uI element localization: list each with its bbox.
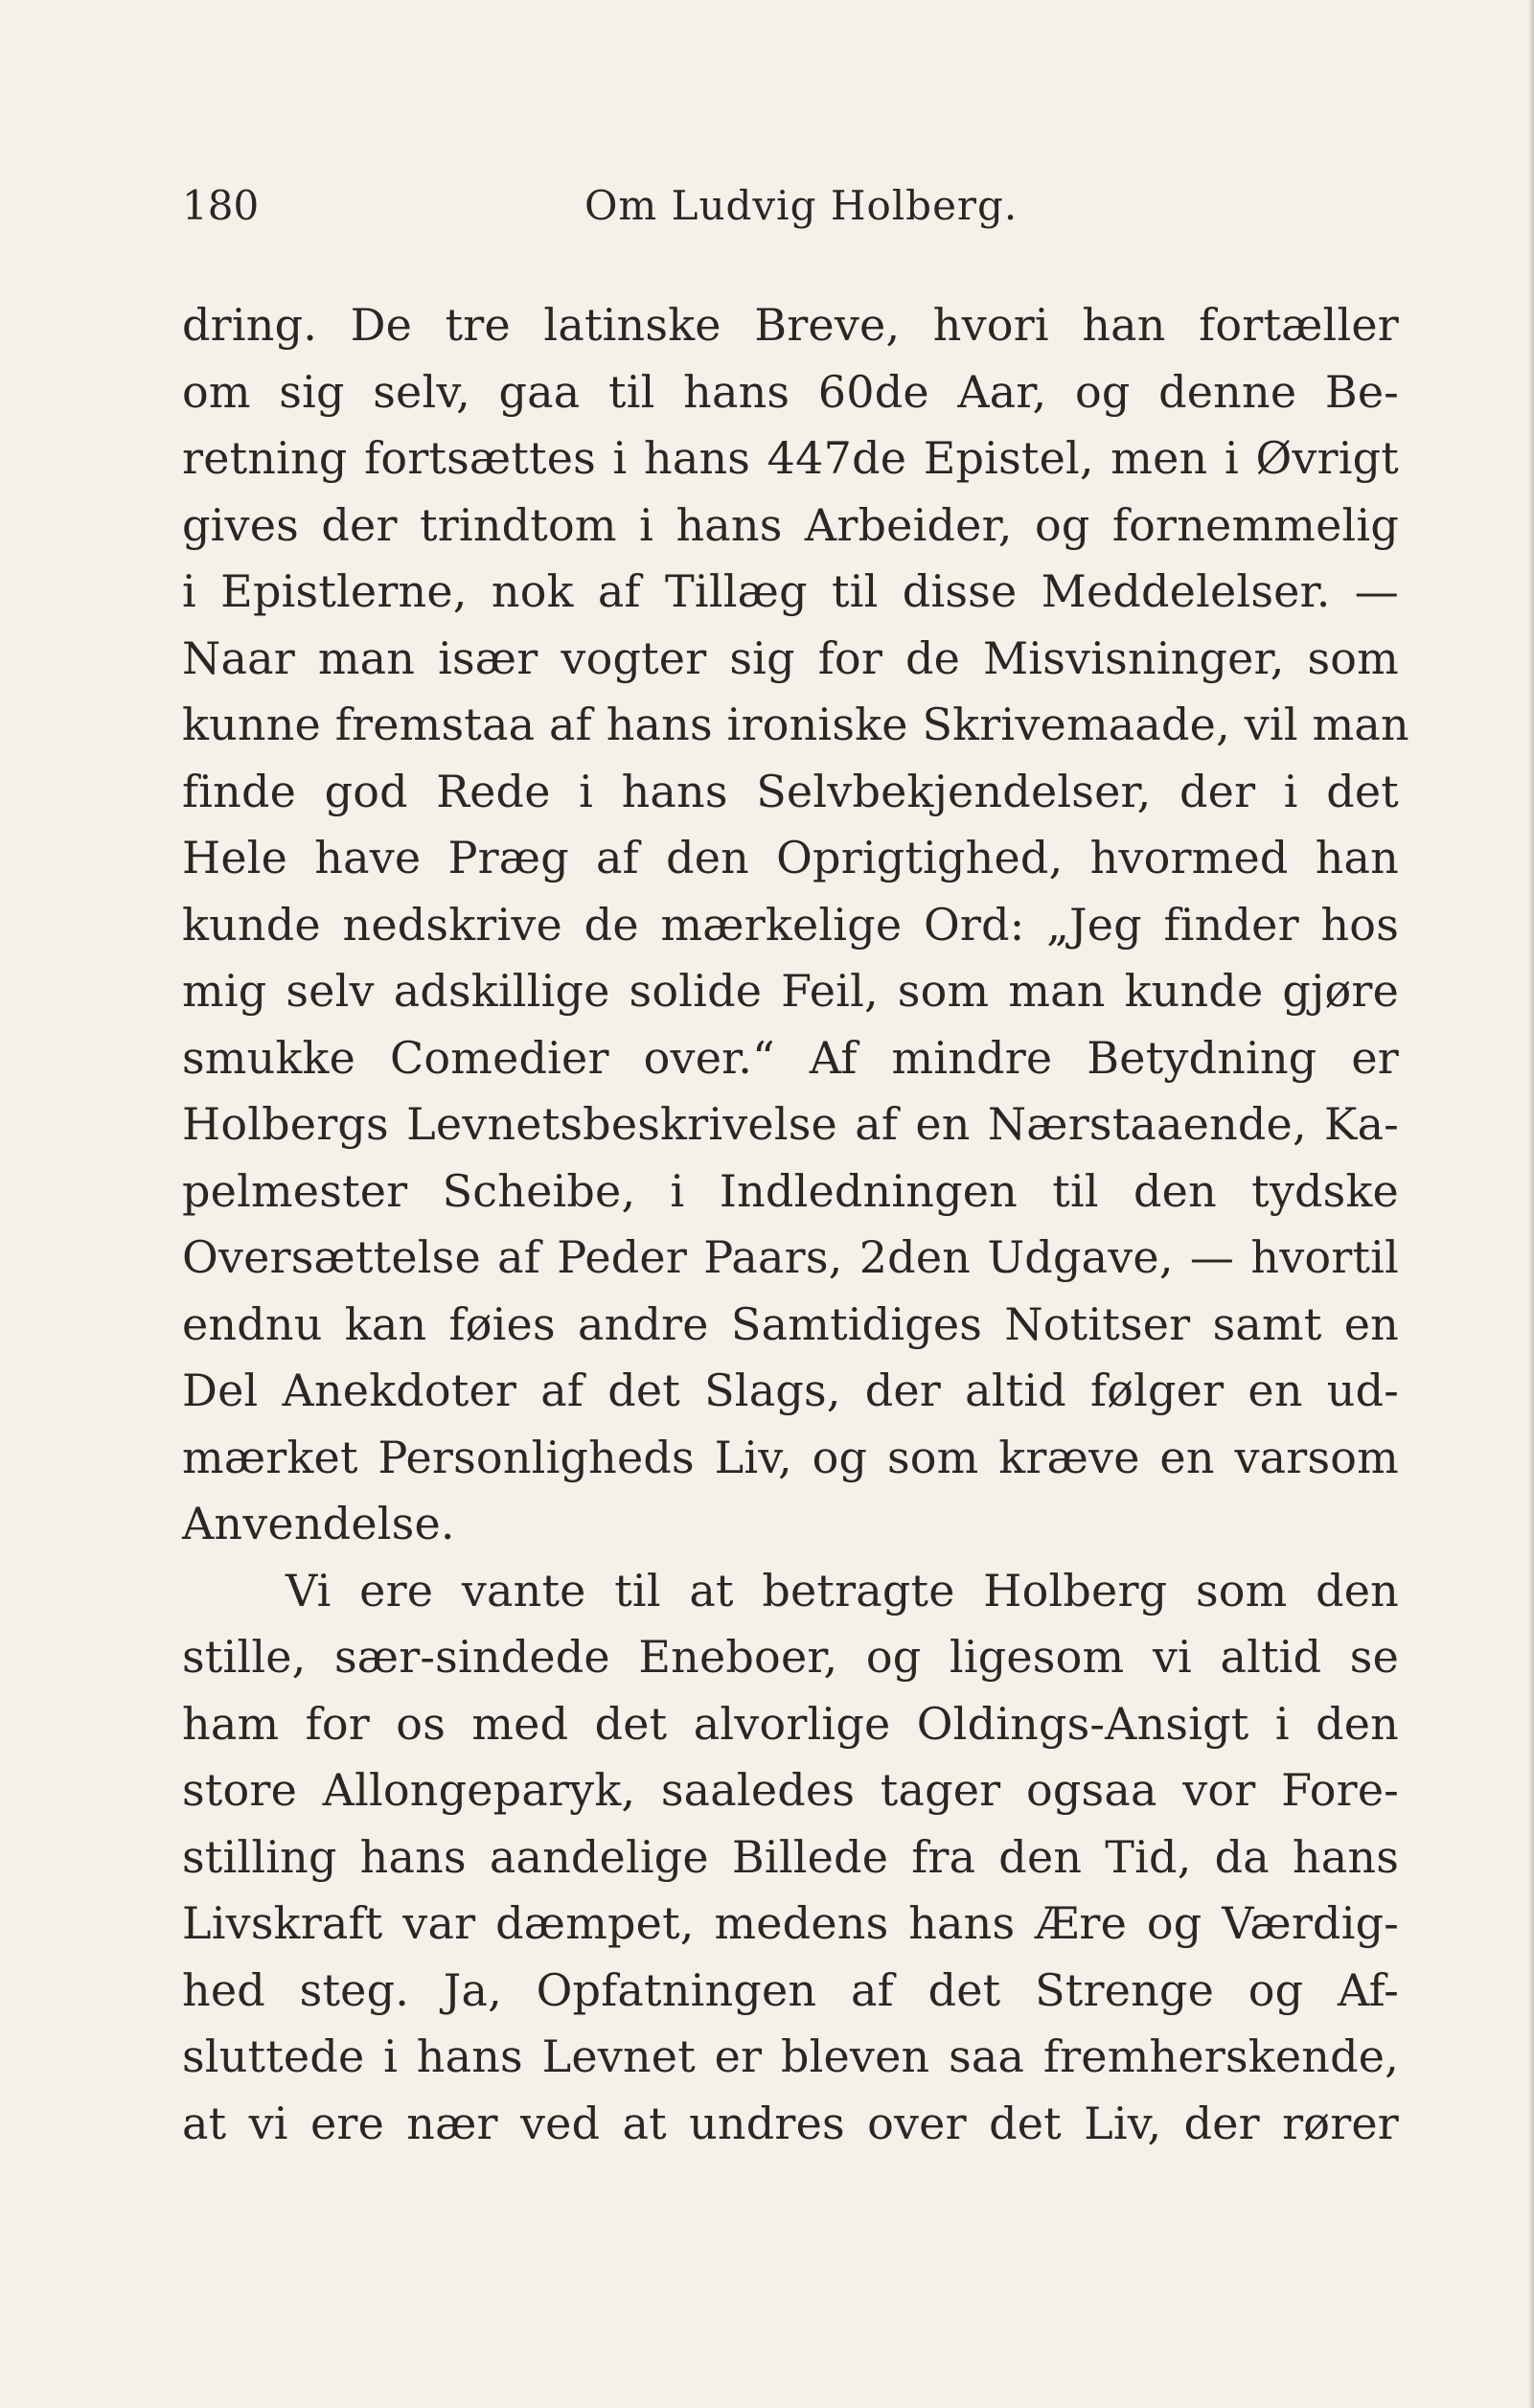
text-line: mig selv adskillige solide Feil, som man kunde gjøre <box>182 965 1399 1017</box>
paragraph-start-line: Vi ere vante til at betragte Holberg som den <box>286 1564 1399 1617</box>
text-line: at vi ere nær ved at undres over det Liv, der rører <box>182 2097 1399 2149</box>
text-line: gives der trindtom i hans Arbeider, og fornemmelig <box>182 498 1399 551</box>
page-number: 180 <box>182 182 260 229</box>
body-text <box>182 292 1409 2157</box>
text-line: endnu kan føies andre Samtidiges Notitser samt en <box>182 1297 1399 1350</box>
text-line: stilling hans aandelige Billede fra den Tid, da hans <box>182 1830 1399 1883</box>
text-line: kunde nedskrive de mærkelige Ord: „Jeg finder hos <box>182 898 1399 951</box>
text-line: Del Anekdoter af det Slags, der altid følger en ud- <box>182 1365 1399 1416</box>
text-line: hed steg. Ja, Opfatningen af det Strenge og Af- <box>182 1963 1399 2016</box>
text-line: ham for os med det alvorlige Oldings-Ansigt i den <box>182 1697 1399 1750</box>
running-title: Om Ludvig Holberg. <box>584 182 1019 229</box>
text-line: Hele have Præg af den Oprigtighed, hvormed han <box>182 832 1399 883</box>
text-line: finde god Rede i hans Selvbekjendelser, der i det <box>182 765 1399 817</box>
text-line: kunne fremstaa af hans ironiske Skrivemaade, vil man <box>182 699 1409 750</box>
text-line: sluttede i hans Levnet er bleven saa fremherskende, <box>182 2030 1399 2082</box>
running-head <box>182 177 1394 235</box>
text-line: store Allongeparyk, saaledes tager ogsaa vor Fore- <box>182 1764 1399 1816</box>
text-line: Oversættelse af Peder Paars, 2den Udgave, — hvortil <box>182 1231 1399 1283</box>
text-line: retning fortsættes i hans 447de Epistel, men i Øvrigt <box>182 432 1399 484</box>
text-line: dring. De tre latinske Breve, hvori han fortæller <box>182 299 1399 351</box>
paragraph-end-line: Anvendelse. <box>182 1498 455 1549</box>
text-line: pelmester Scheibe, i Indledningen til den tydske <box>182 1164 1399 1217</box>
text-line: i Epistlerne, nok af Tillæg til disse Meddelelser. — <box>182 565 1399 617</box>
text-line: stille, sær-sindede Eneboer, og ligesom vi altid se <box>182 1631 1399 1683</box>
page-edge-shadow <box>1528 0 1534 2408</box>
text-line: Holbergs Levnetsbeskrivelse af en Nærstaaende, Ka- <box>182 1098 1399 1150</box>
text-line: Naar man især vogter sig for de Misvisninger, som <box>182 631 1399 684</box>
text-line: Livskraft var dæmpet, medens hans Ære og Værdig- <box>182 1897 1399 1949</box>
text-line: mærket Personligheds Liv, og som kræve en varsom <box>182 1431 1399 1483</box>
text-line: om sig selv, gaa til hans 60de Aar, og denne Be- <box>182 365 1399 418</box>
text-line: smukke Comedier over.“ Af mindre Betydning er <box>182 1031 1399 1084</box>
